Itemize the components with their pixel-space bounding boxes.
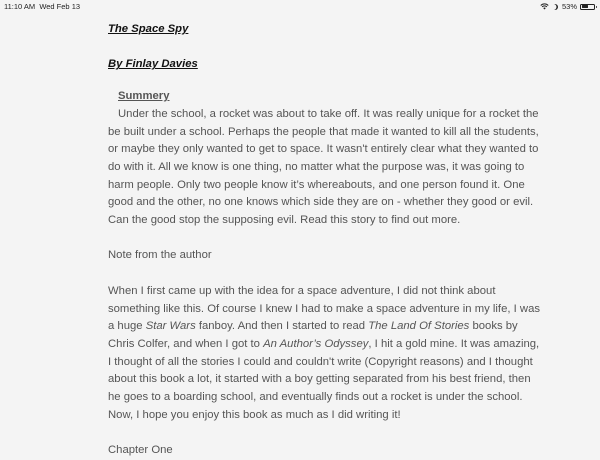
book-title-reference: An Author’s Odyssey <box>263 337 369 350</box>
battery-icon <box>580 4 595 10</box>
note-text-segment: , I hit a gold mine. It was amazing, I thought of all the stories I could and couldn't write (Copyright reasons) and I thought about this book a lot, it started with a boy getting separated from his best friend, then he goes to a boarding school, and eventually finds out a rocket is under the school. Now, I hope you enjoy this book as much as I did writing it! <box>108 337 540 421</box>
note-text-segment: When I first came up with the idea for a space adventure, I did not think about something like this. Of course I knew I had to make a space adventure in my life, I was a huge <box>108 284 540 333</box>
summery-paragraph: Under the school, a rocket was about to take off. It was really unique for a rocket the be built under a school. Perhaps the people that made it wanted to kill all the students, or maybe they only wanted to get to space. It wasn't entirely clear what they wanted to do with it. All we know is one thing, no matter what the purpose was, it was going to harm people. Only two people know it’s whereabouts, and one person found it. One good and the other, no one knows which side they are on - whether they good or evil. Can the good stop the supposing evil. Read this story to find out more. <box>108 107 539 227</box>
summery-heading: Summery <box>118 90 170 103</box>
note-text-segment: books by Chris Colfer, and when I got to <box>108 320 518 350</box>
battery-fill <box>582 5 588 8</box>
note-paragraph <box>108 283 544 425</box>
document-author: By Finlay Davies <box>108 58 198 71</box>
document-title: The Space Spy <box>108 23 189 35</box>
wifi-icon <box>540 3 549 10</box>
book-title-reference: Star Wars <box>145 320 196 333</box>
status-time: 11:10 AM <box>4 2 36 11</box>
chapter-heading: Chapter One <box>108 444 173 457</box>
status-date: Wed Feb 13 <box>39 2 81 11</box>
note-heading: Note from the author <box>108 249 212 262</box>
summery-section <box>108 88 544 230</box>
status-indicators <box>540 2 595 11</box>
status-bar <box>0 0 600 14</box>
moon-icon <box>552 4 558 10</box>
note-text-segment: fanboy. And then I started to read <box>195 320 369 333</box>
status-time-date <box>4 2 80 11</box>
document-body <box>108 21 544 460</box>
book-title-reference: The Land Of Stories <box>368 320 470 333</box>
battery-percent: 53% <box>561 2 577 11</box>
